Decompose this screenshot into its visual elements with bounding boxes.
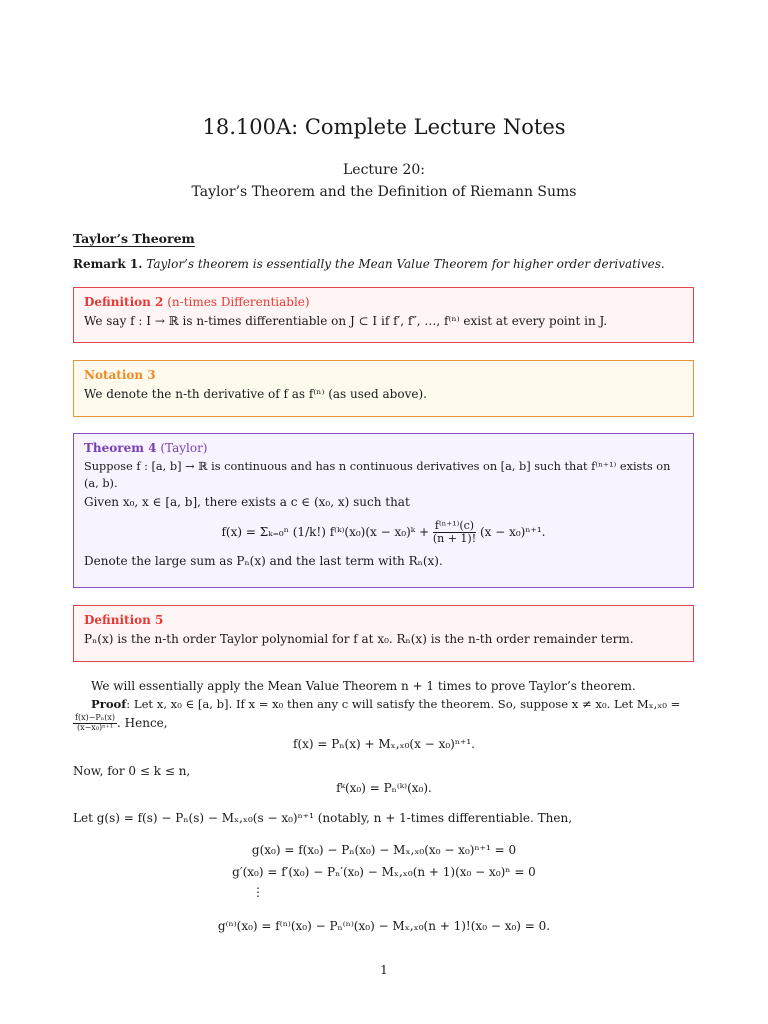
proof-text-1b: . Hence, <box>117 715 168 730</box>
theorem-4-line2: Given x₀, x ∈ [a, b], there exists a c ∈ (x₀, x) such that <box>84 495 410 510</box>
proof-text-1: : Let x, x₀ ∈ [a, b]. If x = x₀ then any c will satisfy the theorem. So, suppose x ≠ x₀. Let Mₓ,ₓ₀ = <box>126 697 681 711</box>
definition-2-subtitle: (n-times Differentiable) <box>167 295 310 309</box>
proof-intro: We will essentially apply the Mean Value Theorem n + 1 times to prove Taylor’s theorem. <box>91 679 636 693</box>
remark-label: Remark 1. <box>73 257 143 271</box>
definition-5-box <box>73 605 694 662</box>
theorem-4-subtitle: (Taylor) <box>160 441 208 455</box>
doc-title: 18.100A: Complete Lecture Notes <box>202 115 566 139</box>
remark-1 <box>73 256 713 273</box>
lecture-subtitle: Taylor’s Theorem and the Definition of Riemann Sums <box>191 184 577 200</box>
m-fraction-denominator: (x−x₀)ⁿ⁺¹ <box>76 722 114 732</box>
definition-5-text: Pₙ(x) is the n-th order Taylor polynomial for f at x₀. Rₙ(x) is the n-th order remainder term. <box>84 632 634 647</box>
lecture-number: Lecture 20: <box>342 162 426 178</box>
taylor-eq-right: (x − x₀)ⁿ⁺¹. <box>479 524 546 539</box>
definition-5-label: Definition 5 <box>84 613 164 627</box>
taylor-eq-left: f(x) = Σₖ₌₀ⁿ (1/k!) f⁽ᵏ⁾(x₀)(x − x₀)ᵏ + <box>221 524 429 539</box>
proof-paragraph-1b <box>73 714 695 733</box>
definition-2-box <box>73 287 694 343</box>
proof-paragraph-1 <box>73 696 695 713</box>
proof-paragraph-3: Let g(s) = f(s) − Pₙ(s) − Mₓ,ₓ₀(s − x₀)ⁿ⁺¹ (notably, n + 1-times differentiable. Then, <box>73 811 573 825</box>
notation-3-label: Notation 3 <box>84 368 156 382</box>
m-fraction <box>73 714 117 733</box>
m-fraction-numerator: f(x)−Pₙ(x) <box>75 713 116 722</box>
equation-5: g⁽ⁿ⁾(x₀) = f⁽ⁿ⁾(x₀) − Pₙ⁽ⁿ⁾(x₀) − Mₓ,ₓ₀(n + 1)!(x₀ − x₀) = 0. <box>217 919 551 933</box>
definition-2-text: We say f : I → ℝ is n-times differentiable on J ⊂ I if f′, f″, …, f⁽ⁿ⁾ exist at every point in J. <box>84 314 608 329</box>
section-heading: Taylor’s Theorem <box>73 231 195 246</box>
theorem-4-line3: Denote the large sum as Pₙ(x) and the last term with Rₙ(x). <box>84 553 443 568</box>
proof-label: Proof <box>91 697 127 711</box>
equation-4: g′(x₀) = f′(x₀) − Pₙ′(x₀) − Mₓ,ₓ₀(n + 1)(x₀ − x₀)ⁿ = 0 <box>232 865 536 879</box>
taylor-equation <box>84 520 683 545</box>
theorem-4-label: Theorem 4 <box>84 441 157 455</box>
vertical-dots: ⋮ <box>252 885 264 899</box>
taylor-eq-denominator: (n + 1)! <box>432 531 477 545</box>
taylor-eq-fraction <box>433 520 476 545</box>
theorem-4-box <box>73 433 694 588</box>
page-number: 1 <box>380 963 388 977</box>
equation-3: g(x₀) = f(x₀) − Pₙ(x₀) − Mₓ,ₓ₀(x₀ − x₀)ⁿ⁺¹ = 0 <box>251 843 517 857</box>
notation-3-text: We denote the n-th derivative of f as f⁽ⁿ⁾ (as used above). <box>84 387 427 402</box>
theorem-4-line1: Suppose f : [a, b] → ℝ is continuous and has n continuous derivatives on [a, b] such that f⁽ⁿ⁺¹⁾ exists on (a, b). <box>84 460 671 490</box>
notation-3-box <box>73 360 694 417</box>
definition-2-label: Definition 2 <box>84 295 164 309</box>
taylor-eq-numerator: f⁽ⁿ⁺¹⁾(c) <box>433 520 476 533</box>
remark-text: Taylor’s theorem is essentially the Mean Value Theorem for higher order derivatives. <box>146 257 665 271</box>
proof-paragraph-2: Now, for 0 ≤ k ≤ n, <box>73 764 191 778</box>
equation-2: fᵏ(x₀) = Pₙ⁽ᵏ⁾(x₀). <box>336 781 432 795</box>
equation-1: f(x) = Pₙ(x) + Mₓ,ₓ₀(x − x₀)ⁿ⁺¹. <box>293 737 475 751</box>
